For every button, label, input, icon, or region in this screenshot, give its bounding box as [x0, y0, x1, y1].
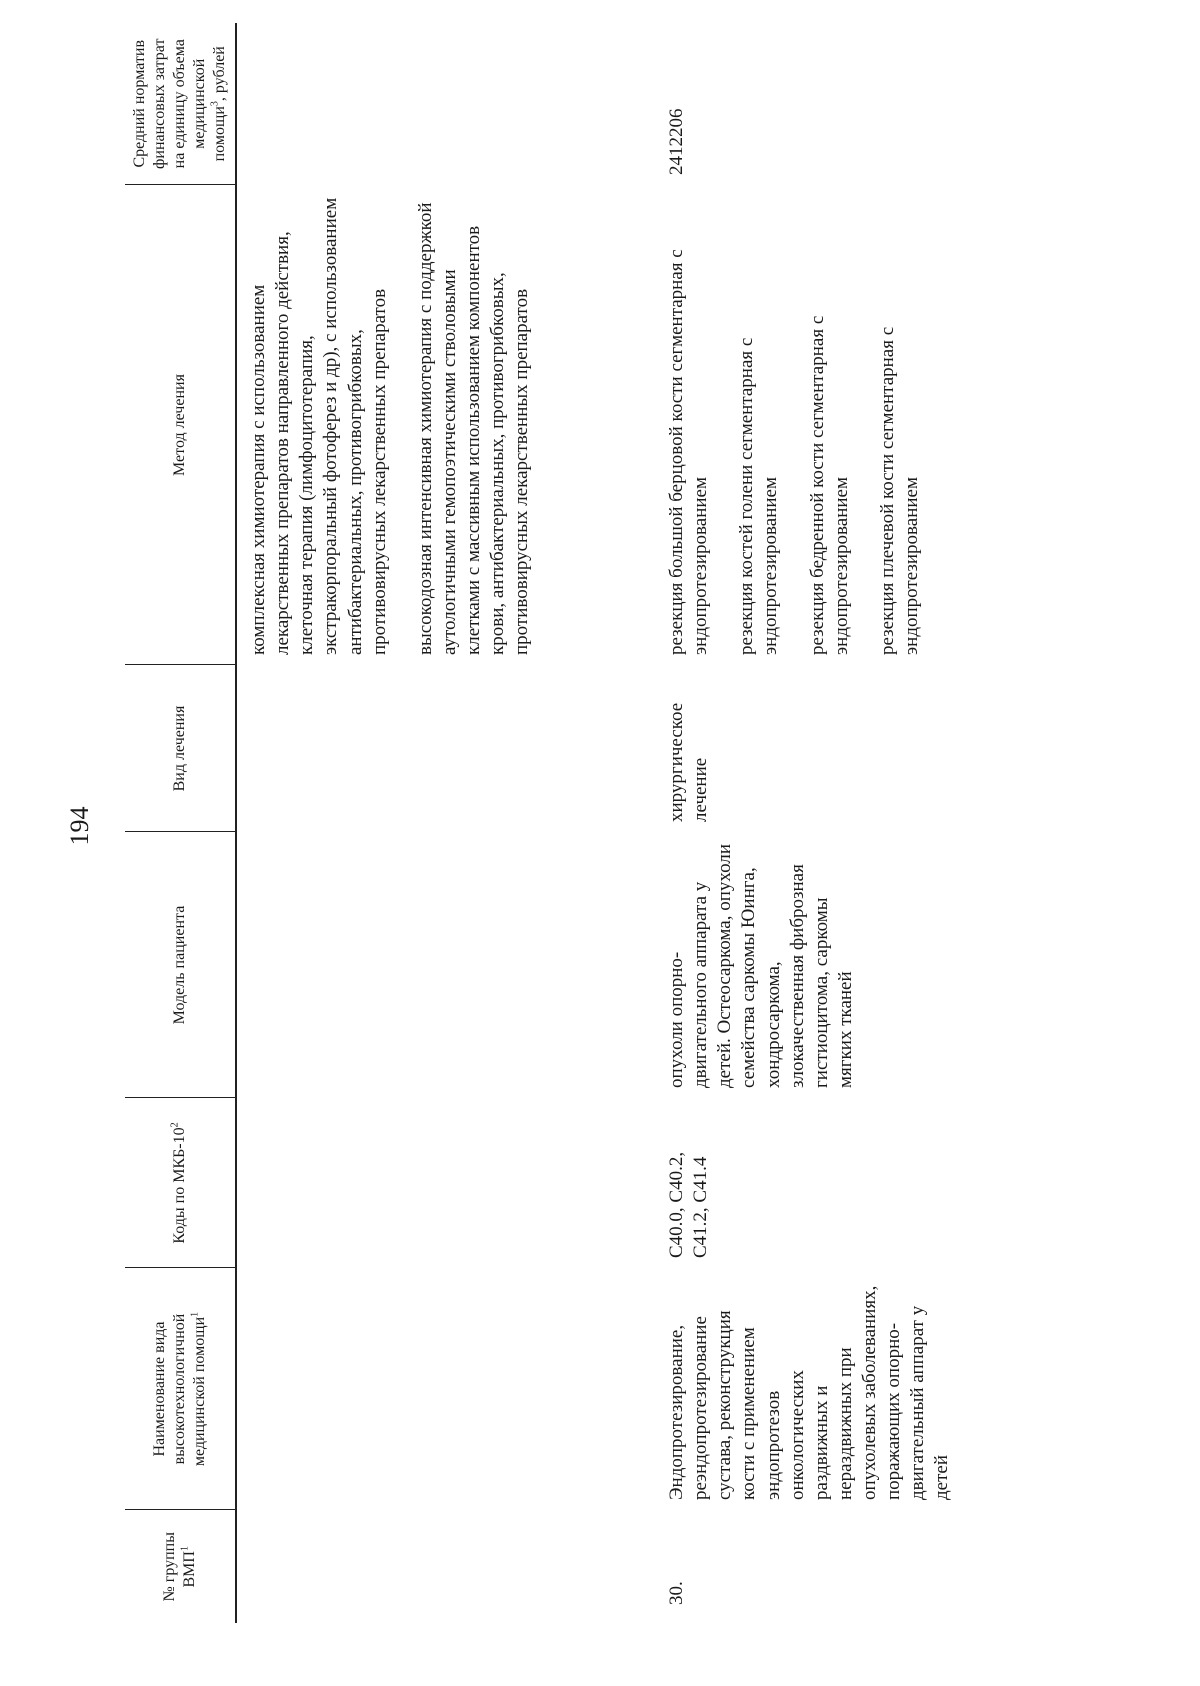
- method-item: резекция костей голени сегментарная с эндопротезированием: [736, 337, 782, 655]
- icd-codes: C40.0, C40.2, C41.2, C41.4: [666, 1151, 712, 1258]
- table-header-row: [125, 23, 236, 1623]
- method-item: резекция большой берцовой кости сегментарная с эндопротезированием: [666, 249, 712, 655]
- method-item: высокодозная интенсивная химиотерапия с поддержкой аутологичными гемопоэтическими стволовыми клетками с массивным использованием компонентов крови, антибактериальных, противогрибковых, противовирусных лекарственных препаратов: [414, 202, 533, 655]
- header-method: Метод лечения: [125, 185, 236, 665]
- header-patient-model: Модель пациента: [125, 832, 236, 1098]
- header-cost: Средний норматив финансовых затрат на единицу объема медицинской помощи$^3$, рублей: [125, 23, 236, 185]
- method-item: резекция плечевой кости сегментарная с эндопротезированием: [876, 326, 922, 655]
- method-cell: [236, 185, 657, 665]
- method-item: резекция бедренной кости сегментарная с эндопротезированием: [806, 315, 852, 655]
- group-number: 30.: [666, 1581, 687, 1605]
- treatment-type: хирургическое лечение: [666, 702, 712, 822]
- patient-model: опухоли опорно-двигательного аппарата у детей. Остеосаркома, опухоли семейства саркомы Юинга, хондросаркома, злокачественная фиброзная гистиоцитома, саркомы мягких тканей: [666, 843, 856, 1088]
- cost-value: 2412206: [666, 108, 687, 175]
- method-item: комплексная химиотерапия с использованием лекарственных препаратов направленного действия, клеточная терапия (лимфоцитотерапия, экстракорпоральный фотоферез и др), с использованием антибактериальных, противогрибковых, противовирусных лекарственных препаратов: [248, 197, 390, 655]
- header-name: Наименование вида высокотехнологичной медицинской помощи$^1$: [125, 1268, 236, 1510]
- page-number: 194: [65, 806, 94, 846]
- table-row-30: [657, 23, 955, 1623]
- method-cell: [657, 185, 955, 665]
- vmp-table: [125, 23, 955, 1623]
- header-group-no: № группы ВМП$^1$: [125, 1510, 236, 1623]
- header-icd: Коды по МКБ-$10^2$: [125, 1098, 236, 1268]
- vmp-name: Эндопротезирование, реэндопротезирование сустава, реконструкция кости с применением эндопротезов онкологических раздвижных и нераздвижных при опухолевых заболеваниях, поражающих опорно-двигательный аппарат у детей: [666, 1285, 953, 1500]
- table-row-continuation: [236, 23, 657, 1623]
- header-treatment-type: Вид лечения: [125, 665, 236, 832]
